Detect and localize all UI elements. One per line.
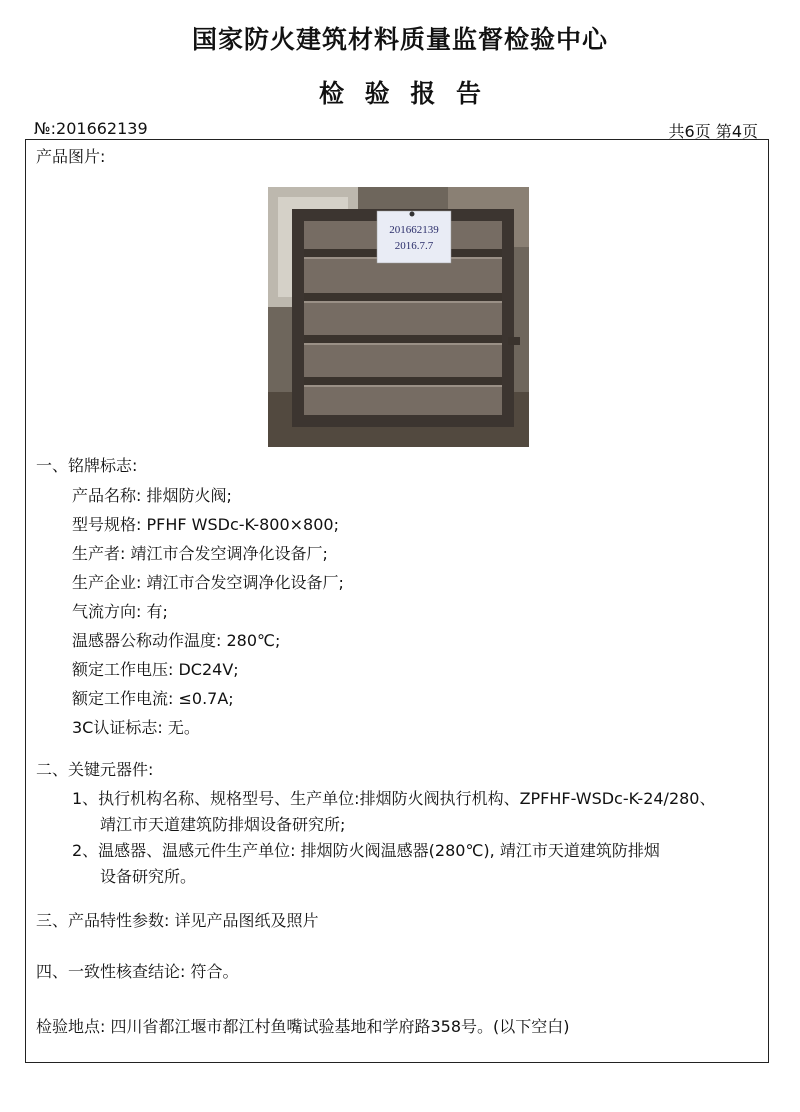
nameplate-item: 额定工作电流: ≤0.7A; [72, 689, 234, 708]
nameplate-item: 型号规格: PFHF WSDc-K-800×800; [72, 515, 339, 534]
nameplate-item: 气流方向: 有; [72, 602, 168, 621]
nameplate-heading: 一、铭牌标志: [36, 456, 138, 475]
test-location: 检验地点: 四川省都江堰市都江村鱼嘴试验基地和学府路358号。(以下空白) [36, 1017, 570, 1036]
nameplate-item: 产品名称: 排烟防火阀; [72, 486, 232, 505]
components-line: 1、执行机构名称、规格型号、生产单位:排烟防火阀执行机构、ZPFHF-WSDc-K-24/280、 [72, 789, 716, 808]
conclusion-line: 四、一致性核查结论: 符合。 [36, 962, 239, 981]
photo-tag-number: 201662139 [389, 224, 439, 236]
nameplate-item: 额定工作电压: DC24V; [72, 660, 239, 679]
photo-label: 产品图片: [36, 147, 106, 166]
photo-tag-date: 2016.7.7 [394, 240, 434, 252]
nameplate-item: 3C认证标志: 无。 [72, 718, 200, 737]
page-info: 共6页 第4页 [668, 122, 758, 141]
report-number: №:201662139 [34, 119, 148, 138]
components-heading: 二、关键元器件: [36, 760, 154, 779]
nameplate-item: 生产企业: 靖江市合发空调净化设备厂; [72, 573, 344, 592]
nameplate-item: 温感器公称动作温度: 280℃; [72, 631, 281, 650]
product-photo [268, 187, 529, 447]
nameplate-item: 生产者: 靖江市合发空调净化设备厂; [72, 544, 328, 563]
components-line: 2、温感器、温感元件生产单位: 排烟防火阀温感器(280℃), 靖江市天道建筑防排烟 [72, 841, 660, 860]
components-line: 靖江市天道建筑防排烟设备研究所; [100, 815, 346, 834]
organization-name: 国家防火建筑材料质量监督检验中心 [191, 25, 608, 54]
params-line: 三、产品特性参数: 详见产品图纸及照片 [36, 911, 319, 930]
components-line: 设备研究所。 [100, 867, 197, 886]
report-title: 检 验 报 告 [318, 79, 482, 108]
